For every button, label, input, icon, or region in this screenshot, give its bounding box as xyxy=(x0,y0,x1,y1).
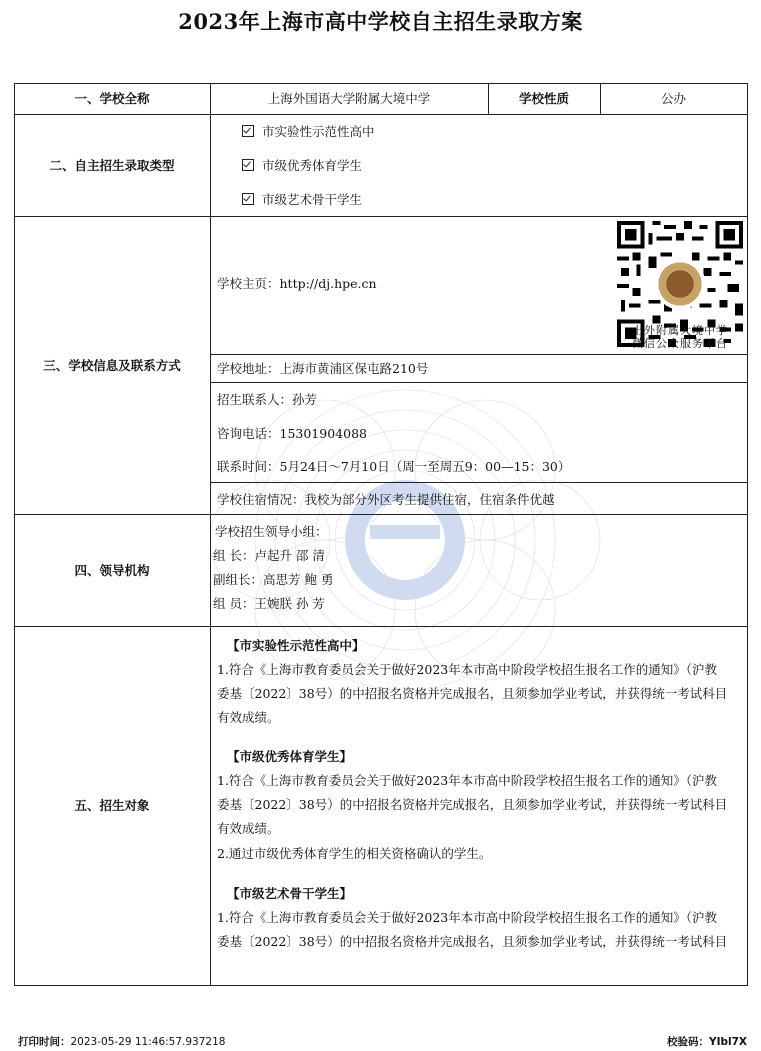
qr-caption-platform: 微信公众服务平台 xyxy=(632,337,728,350)
leadership-leader: 组 长：卢起升 邵 清 xyxy=(213,548,325,563)
section-paragraph-line: 委基〔2022〕38号）的中招报名资格并完成报名，且须参加学业考试，并获得统一考试科目 xyxy=(217,686,728,701)
verify-code: 校验码：YIbl7X xyxy=(666,1036,747,1048)
row-label-school-name: 一、学校全称 xyxy=(74,91,150,106)
section-paragraph-line: 有效成绩。 xyxy=(217,821,280,836)
lodging-info: 学校住宿情况：我校为部分外区考生提供住宿，住宿条件优越 xyxy=(217,492,555,507)
checkbox-checked-icon xyxy=(242,125,254,137)
school-homepage: 学校主页：http://dj.hpe.cn xyxy=(217,276,377,291)
contact-time: 联系时间：5月24日～7月10日（周一至周五9：00—15：30） xyxy=(217,459,571,474)
section-paragraph-line: 1.符合《上海市教育委员会关于做好2023年本市高中阶段学校招生报名工作的通知》（沪教 xyxy=(217,910,717,925)
checkbox-checked-icon xyxy=(242,159,254,171)
background-watermark xyxy=(190,375,620,705)
school-nature-label: 学校性质 xyxy=(518,91,569,106)
document-title: 2023年上海市高中学校自主招生录取方案 xyxy=(178,9,583,34)
row-label-leadership: 四、领导机构 xyxy=(74,563,150,578)
checkbox-checked-icon xyxy=(242,193,254,205)
qr-caption-school: 上外附属大境中学 xyxy=(632,324,728,337)
school-name-value: 上海外国语大学附属大境中学 xyxy=(267,91,431,106)
section-paragraph-line: 1.符合《上海市教育委员会关于做好2023年本市高中阶段学校招生报名工作的通知》（沪教 xyxy=(217,773,717,788)
leadership-deputy: 副组长：高思芳 鲍 勇 xyxy=(213,572,334,587)
row-label-school-info: 三、学校信息及联系方式 xyxy=(43,358,181,373)
section-paragraph-line: 1.符合《上海市教育委员会关于做好2023年本市高中阶段学校招生报名工作的通知》（沪教 xyxy=(217,662,717,677)
section-heading: 【市实验性示范性高中】 xyxy=(227,638,365,653)
leadership-members: 组 员：王婉朕 孙 芳 xyxy=(213,596,325,611)
school-nature-value: 公办 xyxy=(660,91,686,106)
row-label-target-students: 五、招生对象 xyxy=(74,798,150,813)
admission-contact: 招生联系人：孙芳 xyxy=(217,392,318,407)
admission-type-item: 市实验性示范性高中 xyxy=(242,124,375,140)
admission-type-item: 市级优秀体育学生 xyxy=(242,158,362,174)
section-paragraph-line: 有效成绩。 xyxy=(217,710,280,725)
section-heading: 【市级艺术骨干学生】 xyxy=(227,886,353,901)
row-label-admission-type: 二、自主招生录取类型 xyxy=(49,158,175,173)
section-heading: 【市级优秀体育学生】 xyxy=(227,749,353,764)
section-paragraph-line: 委基〔2022〕38号）的中招报名资格并完成报名，且须参加学业考试，并获得统一考试科目 xyxy=(217,797,728,812)
section-paragraph-line: 委基〔2022〕38号）的中招报名资格并完成报名，且须参加学业考试，并获得统一考试科目 xyxy=(217,934,728,949)
school-address: 学校地址：上海市黄浦区保屯路210号 xyxy=(217,361,429,376)
section-paragraph-line: 2.通过市级优秀体育学生的相关资格确认的学生。 xyxy=(217,846,492,861)
admission-type-item: 市级艺术骨干学生 xyxy=(242,192,362,208)
consult-phone: 咨询电话：15301904088 xyxy=(217,426,367,441)
leadership-group-title: 学校招生领导小组： xyxy=(215,524,328,539)
print-time: 打印时间：2023-05-29 11:46:57.937218 xyxy=(18,1036,226,1048)
